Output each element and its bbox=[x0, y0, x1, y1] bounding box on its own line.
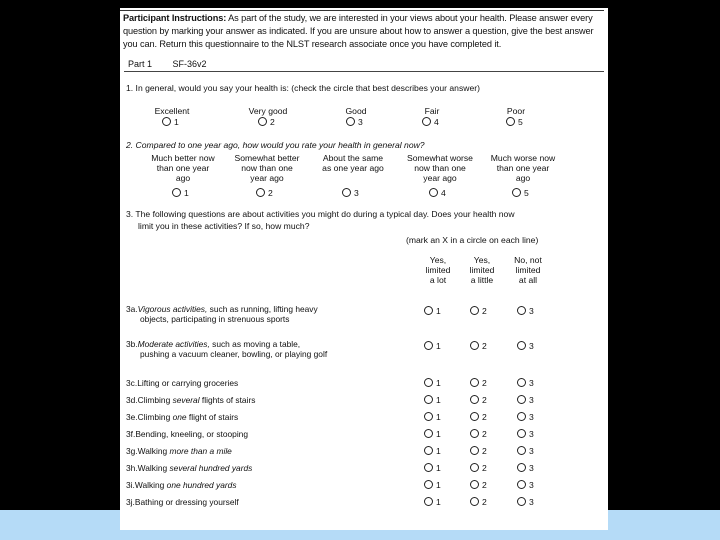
radio-circle-icon[interactable] bbox=[470, 463, 479, 472]
q3-column-header bbox=[504, 255, 552, 285]
q2-option-2[interactable] bbox=[256, 188, 273, 198]
item-text: Climbing bbox=[137, 395, 173, 405]
item-number: 3i. bbox=[126, 480, 135, 490]
radio-circle-icon[interactable] bbox=[424, 306, 433, 315]
radio-circle-icon[interactable] bbox=[424, 429, 433, 438]
item-text: Bathing or dressing yourself bbox=[134, 497, 239, 507]
item-text: Walking bbox=[134, 480, 167, 490]
questionnaire-page bbox=[120, 8, 608, 530]
q3-3j-option-3[interactable] bbox=[517, 497, 534, 507]
option-line bbox=[306, 173, 400, 183]
q3-3c-option-1[interactable] bbox=[424, 378, 441, 388]
option-line: year ago bbox=[423, 173, 457, 183]
q3-3c-option-3[interactable] bbox=[517, 378, 534, 388]
q3-text-line2: limit you in these activities? If so, how much? bbox=[138, 221, 310, 231]
radio-circle-icon[interactable] bbox=[517, 412, 526, 421]
q3-3d-option-2[interactable] bbox=[470, 395, 487, 405]
option-code: 2 bbox=[482, 497, 487, 507]
option-code: 3 bbox=[529, 463, 534, 473]
radio-circle-icon[interactable] bbox=[517, 463, 526, 472]
radio-circle-icon[interactable] bbox=[470, 497, 479, 506]
q1-option-4[interactable] bbox=[422, 117, 439, 127]
header-line: No, not bbox=[514, 255, 542, 265]
q3-item-3j bbox=[126, 497, 239, 507]
option-line: now than one bbox=[241, 163, 293, 173]
option-code: 3 bbox=[358, 117, 363, 127]
option-code: 2 bbox=[482, 306, 487, 316]
item-text: Bending, kneeling, or stooping bbox=[135, 429, 248, 439]
radio-circle-icon[interactable] bbox=[422, 117, 431, 126]
form-name: SF-36v2 bbox=[172, 59, 207, 69]
option-line: Somewhat worse bbox=[407, 153, 473, 163]
q3-3g-option-3[interactable] bbox=[517, 446, 534, 456]
q2-text: 2. Compared to one year ago, how would you rate your health in general now? bbox=[126, 140, 425, 150]
radio-circle-icon[interactable] bbox=[424, 341, 433, 350]
q1-text: 1. In general, would you say your health is: (check the circle that best describes your answer) bbox=[126, 83, 480, 93]
option-code: 1 bbox=[174, 117, 179, 127]
q3-3i-option-1[interactable] bbox=[424, 480, 441, 490]
option-code: 3 bbox=[529, 341, 534, 351]
q3-3f-option-1[interactable] bbox=[424, 429, 441, 439]
option-code: 3 bbox=[354, 188, 359, 198]
radio-circle-icon[interactable] bbox=[470, 341, 479, 350]
q2-option-3[interactable] bbox=[342, 188, 359, 198]
option-code: 3 bbox=[529, 395, 534, 405]
item-text-line2: pushing a vacuum cleaner, bowling, or playing golf bbox=[140, 349, 328, 359]
option-code: 2 bbox=[482, 446, 487, 456]
q3-3g-option-2[interactable] bbox=[470, 446, 487, 456]
q1-option-label: Good bbox=[345, 106, 367, 116]
header-line: limited bbox=[425, 265, 451, 275]
q1-option-5[interactable] bbox=[506, 117, 523, 127]
radio-circle-icon[interactable] bbox=[512, 188, 521, 197]
item-emphasis: more than a mile bbox=[169, 446, 232, 456]
q3-item-3f bbox=[126, 429, 248, 439]
header-line: limited bbox=[515, 265, 541, 275]
q3-3h-option-3[interactable] bbox=[517, 463, 534, 473]
radio-circle-icon[interactable] bbox=[172, 188, 181, 197]
option-code: 3 bbox=[529, 446, 534, 456]
q2-option-4[interactable] bbox=[429, 188, 446, 198]
radio-circle-icon[interactable] bbox=[470, 378, 479, 387]
option-code: 3 bbox=[529, 480, 534, 490]
option-line: Much better now bbox=[151, 153, 215, 163]
radio-circle-icon[interactable] bbox=[470, 412, 479, 421]
item-emphasis: several hundred yards bbox=[169, 463, 253, 473]
q2-option-label bbox=[393, 153, 487, 183]
header-line: at all bbox=[518, 275, 538, 285]
q3-mark-note: (mark an X in a circle on each line) bbox=[406, 235, 539, 245]
option-code: 1 bbox=[436, 395, 441, 405]
option-code: 3 bbox=[529, 306, 534, 316]
option-code: 1 bbox=[436, 306, 441, 316]
option-code: 2 bbox=[482, 395, 487, 405]
option-code: 1 bbox=[184, 188, 189, 198]
option-code: 2 bbox=[270, 117, 275, 127]
q1-option-label: Fair bbox=[424, 106, 440, 116]
option-code: 3 bbox=[529, 497, 534, 507]
option-code: 2 bbox=[482, 429, 487, 439]
radio-circle-icon[interactable] bbox=[517, 480, 526, 489]
radio-circle-icon[interactable] bbox=[470, 480, 479, 489]
option-line: year ago bbox=[250, 173, 284, 183]
q2-option-1[interactable] bbox=[172, 188, 189, 198]
q3-item-3b bbox=[126, 339, 327, 359]
radio-circle-icon[interactable] bbox=[470, 446, 479, 455]
q1-option-2[interactable] bbox=[258, 117, 275, 127]
q3-text-line1: 3. The following questions are about activities you might do during a typical day. Does your health now bbox=[126, 209, 515, 219]
option-code: 2 bbox=[482, 341, 487, 351]
radio-circle-icon[interactable] bbox=[256, 188, 265, 197]
q2-option-5[interactable] bbox=[512, 188, 529, 198]
q3-3d-option-1[interactable] bbox=[424, 395, 441, 405]
item-text: such as running, lifting heavy bbox=[207, 304, 318, 314]
header-line: Yes, bbox=[429, 255, 447, 265]
radio-circle-icon[interactable] bbox=[517, 378, 526, 387]
q1-option-label: Excellent bbox=[154, 106, 190, 116]
q1-option-label: Poor bbox=[506, 106, 526, 116]
radio-circle-icon[interactable] bbox=[424, 412, 433, 421]
option-code: 1 bbox=[436, 378, 441, 388]
q3-column-header bbox=[458, 255, 506, 285]
q2-option-label bbox=[476, 153, 570, 183]
option-code: 2 bbox=[482, 378, 487, 388]
radio-circle-icon[interactable] bbox=[506, 117, 515, 126]
option-code: 1 bbox=[436, 480, 441, 490]
option-line: About the same bbox=[322, 153, 384, 163]
q3-3a-option-1[interactable] bbox=[424, 306, 441, 316]
q3-item-3g bbox=[126, 446, 232, 456]
q3-item-3e bbox=[126, 412, 238, 422]
option-line: than one year bbox=[156, 163, 210, 173]
item-text-line2: objects, participating in strenuous sports bbox=[140, 314, 290, 324]
q3-column-header bbox=[414, 255, 462, 285]
option-code: 4 bbox=[434, 117, 439, 127]
radio-circle-icon[interactable] bbox=[342, 188, 351, 197]
radio-circle-icon[interactable] bbox=[424, 497, 433, 506]
item-number: 3a. bbox=[126, 304, 138, 314]
option-code: 2 bbox=[482, 480, 487, 490]
item-number: 3c. bbox=[126, 378, 138, 388]
radio-circle-icon[interactable] bbox=[470, 395, 479, 404]
q1-option-1[interactable] bbox=[162, 117, 179, 127]
q3-3h-option-1[interactable] bbox=[424, 463, 441, 473]
option-code: 5 bbox=[518, 117, 523, 127]
q2-option-label bbox=[136, 153, 230, 183]
radio-circle-icon[interactable] bbox=[162, 117, 171, 126]
option-line: ago bbox=[515, 173, 531, 183]
q3-item-3a bbox=[126, 304, 318, 324]
option-code: 2 bbox=[482, 412, 487, 422]
item-emphasis: one hundred yards bbox=[166, 480, 237, 490]
item-text: Climbing bbox=[137, 412, 173, 422]
item-text: Walking bbox=[137, 463, 170, 473]
q3-3f-option-3[interactable] bbox=[517, 429, 534, 439]
option-line: than one year bbox=[496, 163, 550, 173]
radio-circle-icon[interactable] bbox=[424, 463, 433, 472]
header-line: a little bbox=[470, 275, 494, 285]
option-line: Somewhat better bbox=[234, 153, 300, 163]
instructions-heading: Participant Instructions: bbox=[123, 13, 227, 23]
option-line: now than one bbox=[414, 163, 466, 173]
q3-3i-option-3[interactable] bbox=[517, 480, 534, 490]
part-header bbox=[128, 59, 225, 69]
instructions-text: As part of the study, we are interested in your views about your health. Please answer every question by marking your answer as indicated. If you are unsure about how to answer a question, give the best answer you can. Return this questionnaire to the NLST research associate once you have completed it. bbox=[123, 13, 594, 49]
q3-3f-option-2[interactable] bbox=[470, 429, 487, 439]
instructions bbox=[123, 12, 603, 51]
q3-3j-option-2[interactable] bbox=[470, 497, 487, 507]
option-code: 5 bbox=[524, 188, 529, 198]
option-code: 1 bbox=[436, 463, 441, 473]
item-text-end: flights of stairs bbox=[199, 395, 256, 405]
header-line: limited bbox=[469, 265, 495, 275]
q3-item-3c bbox=[126, 378, 238, 388]
option-code: 3 bbox=[529, 429, 534, 439]
option-code: 1 bbox=[436, 341, 441, 351]
radio-circle-icon[interactable] bbox=[258, 117, 267, 126]
option-code: 2 bbox=[482, 463, 487, 473]
item-text: Lifting or carrying groceries bbox=[137, 378, 239, 388]
item-number: 3e. bbox=[126, 412, 138, 422]
q1-option-3[interactable] bbox=[346, 117, 363, 127]
option-code: 3 bbox=[529, 378, 534, 388]
option-code: 4 bbox=[441, 188, 446, 198]
q3-3b-option-2[interactable] bbox=[470, 341, 487, 351]
q3-3e-option-2[interactable] bbox=[470, 412, 487, 422]
item-emphasis: Vigorous activities, bbox=[137, 304, 208, 314]
q3-3a-option-3[interactable] bbox=[517, 306, 534, 316]
radio-circle-icon[interactable] bbox=[424, 446, 433, 455]
radio-circle-icon[interactable] bbox=[517, 446, 526, 455]
radio-circle-icon[interactable] bbox=[346, 117, 355, 126]
radio-circle-icon[interactable] bbox=[470, 306, 479, 315]
part-divider bbox=[124, 71, 604, 72]
item-text: Walking bbox=[137, 446, 170, 456]
radio-circle-icon[interactable] bbox=[424, 395, 433, 404]
radio-circle-icon[interactable] bbox=[424, 378, 433, 387]
option-code: 1 bbox=[436, 497, 441, 507]
q3-3b-option-1[interactable] bbox=[424, 341, 441, 351]
q3-item-3i bbox=[126, 480, 237, 490]
radio-circle-icon[interactable] bbox=[517, 395, 526, 404]
option-code: 3 bbox=[529, 412, 534, 422]
radio-circle-icon[interactable] bbox=[517, 306, 526, 315]
radio-circle-icon[interactable] bbox=[424, 480, 433, 489]
option-line: ago bbox=[175, 173, 191, 183]
q3-3d-option-3[interactable] bbox=[517, 395, 534, 405]
part-label: Part 1 bbox=[128, 59, 153, 69]
item-number: 3g. bbox=[126, 446, 138, 456]
item-number: 3b. bbox=[126, 339, 138, 349]
item-number: 3j. bbox=[126, 497, 135, 507]
header-line: a lot bbox=[429, 275, 447, 285]
q3-3g-option-1[interactable] bbox=[424, 446, 441, 456]
q3-3c-option-2[interactable] bbox=[470, 378, 487, 388]
q1-option-label: Very good bbox=[248, 106, 288, 116]
item-emphasis: Moderate activities, bbox=[137, 339, 210, 349]
item-text-end: flight of stairs bbox=[186, 412, 239, 422]
q3-3b-option-3[interactable] bbox=[517, 341, 534, 351]
q3-3h-option-2[interactable] bbox=[470, 463, 487, 473]
radio-circle-icon[interactable] bbox=[429, 188, 438, 197]
option-line: as one year ago bbox=[322, 163, 384, 173]
radio-circle-icon[interactable] bbox=[470, 429, 479, 438]
q2-option-label bbox=[306, 153, 400, 183]
option-line: Much worse now bbox=[490, 153, 556, 163]
option-code: 1 bbox=[436, 429, 441, 439]
q3-3e-option-1[interactable] bbox=[424, 412, 441, 422]
item-text: such as moving a table, bbox=[209, 339, 301, 349]
option-code: 1 bbox=[436, 446, 441, 456]
item-emphasis: several bbox=[172, 395, 200, 405]
item-number: 3f. bbox=[126, 429, 136, 439]
option-code: 2 bbox=[268, 188, 273, 198]
item-emphasis: one bbox=[172, 412, 187, 422]
q3-item-3d bbox=[126, 395, 255, 405]
radio-circle-icon[interactable] bbox=[517, 429, 526, 438]
q2-option-label bbox=[220, 153, 314, 183]
option-code: 1 bbox=[436, 412, 441, 422]
radio-circle-icon[interactable] bbox=[517, 497, 526, 506]
radio-circle-icon[interactable] bbox=[517, 341, 526, 350]
q3-3i-option-2[interactable] bbox=[470, 480, 487, 490]
q3-3j-option-1[interactable] bbox=[424, 497, 441, 507]
item-number: 3h. bbox=[126, 463, 138, 473]
q3-item-3h bbox=[126, 463, 252, 473]
header-line: Yes, bbox=[473, 255, 491, 265]
q3-3e-option-3[interactable] bbox=[517, 412, 534, 422]
q3-3a-option-2[interactable] bbox=[470, 306, 487, 316]
item-number: 3d. bbox=[126, 395, 138, 405]
